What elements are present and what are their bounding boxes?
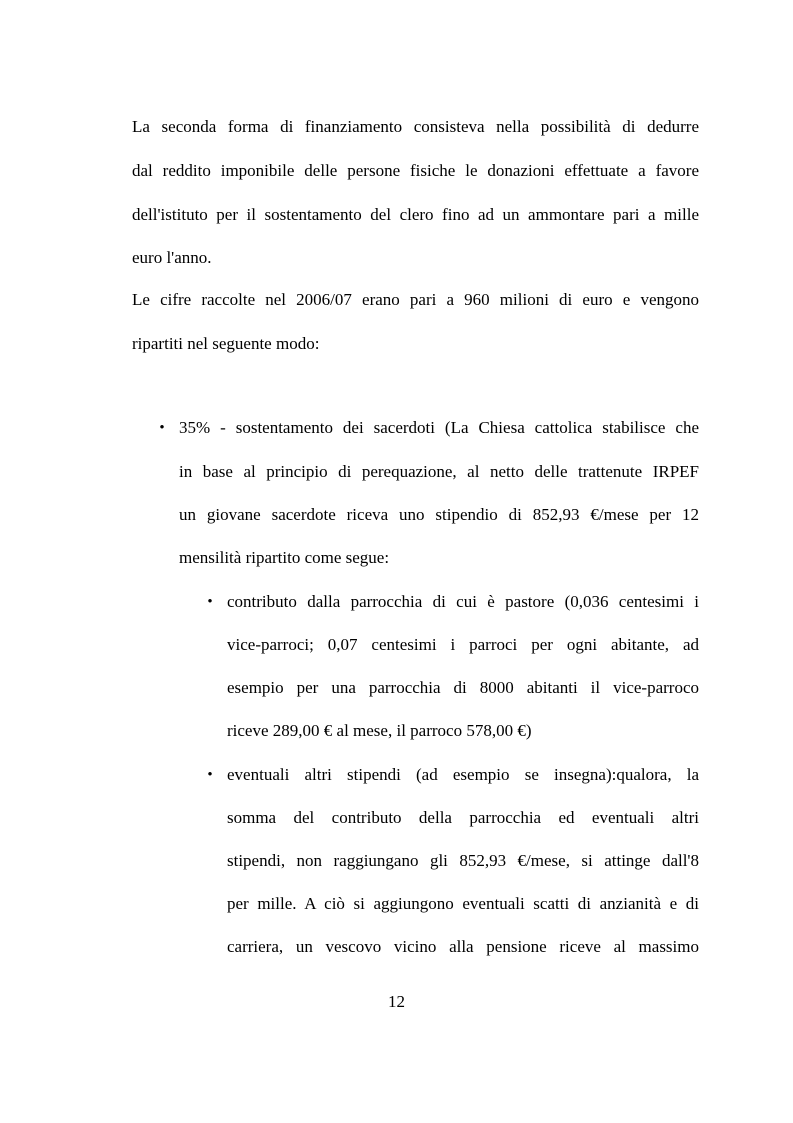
bullet-icon: • xyxy=(207,767,213,783)
text-line: carriera, un vescovo vicino alla pensione riceve al massimo xyxy=(227,937,699,956)
text-line: per mille. A ciò si aggiungono eventuali scatti di anzianità e di xyxy=(227,894,699,913)
text-line: contributo dalla parrocchia di cui è pastore (0,036 centesimi i xyxy=(227,592,699,611)
text-line: ripartiti nel seguente modo: xyxy=(132,334,320,353)
text-line: La seconda forma di finanziamento consisteva nella possibilità di dedurre xyxy=(132,117,699,136)
text-line: somma del contributo della parrocchia ed eventuali altri xyxy=(227,808,699,827)
text-line: vice-parroci; 0,07 centesimi i parroci per ogni abitante, ad xyxy=(227,635,699,654)
text-line: euro l'anno. xyxy=(132,248,212,267)
text-line: 35% - sostentamento dei sacerdoti (La Chiesa cattolica stabilisce che xyxy=(179,418,699,437)
page-number: 12 xyxy=(388,992,405,1011)
text-line: un giovane sacerdote riceva uno stipendio di 852,93 €/mese per 12 xyxy=(179,505,699,524)
text-line: dell'istituto per il sostentamento del clero fino ad un ammontare pari a mille xyxy=(132,205,699,224)
text-line: in base al principio di perequazione, al netto delle trattenute IRPEF xyxy=(179,462,699,481)
text-line: esempio per una parrocchia di 8000 abitanti il vice-parroco xyxy=(227,678,699,697)
bullet-icon: • xyxy=(207,594,213,610)
text-line: stipendi, non raggiungano gli 852,93 €/mese, si attinge dall'8 xyxy=(227,851,699,870)
text-line: eventuali altri stipendi (ad esempio se insegna):qualora, la xyxy=(227,765,699,784)
text-line: Le cifre raccolte nel 2006/07 erano pari a 960 milioni di euro e vengono xyxy=(132,290,699,309)
bullet-icon: • xyxy=(159,420,165,436)
text-line: riceve 289,00 € al mese, il parroco 578,00 €) xyxy=(227,721,532,740)
text-line: mensilità ripartito come segue: xyxy=(179,548,390,567)
text-line: dal reddito imponibile delle persone fisiche le donazioni effettuate a favore xyxy=(132,161,699,180)
